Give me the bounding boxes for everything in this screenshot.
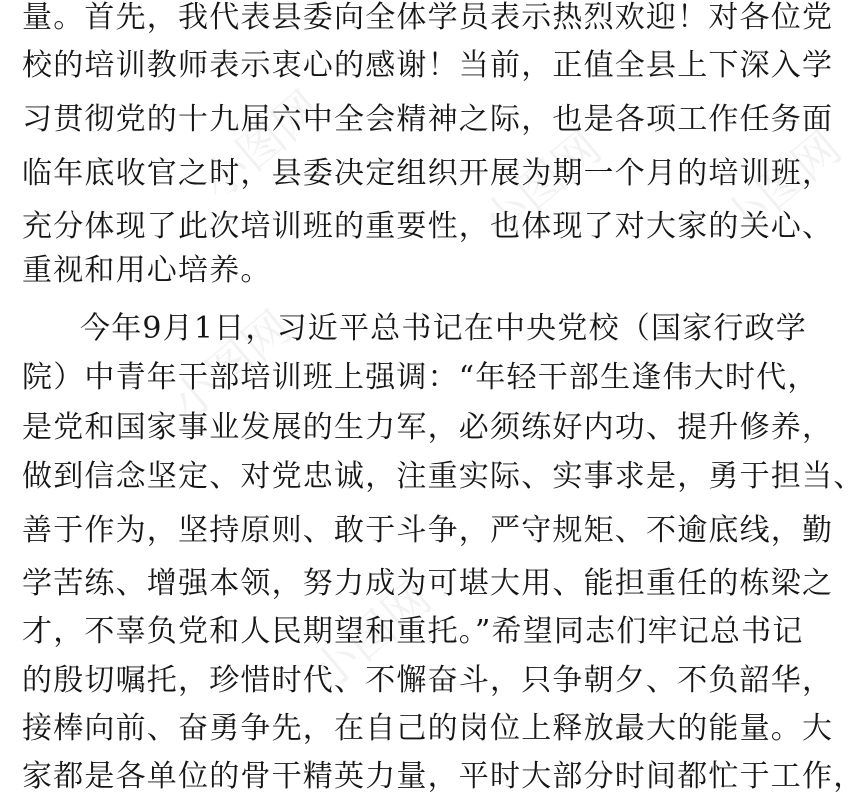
watermark: 小图网 <box>710 120 852 251</box>
text-line: 校的培训教师表示衷心的感谢！当前，正值全县上下深入学 <box>22 48 834 83</box>
text-line: 的殷切嘱托，珍惜时代、不懈奋斗，只争朝夕、不负韶华， <box>22 663 834 698</box>
text-line: 接棒向前、奋勇争先，在自己的岗位上释放最大的能量。大 <box>22 711 834 746</box>
text-line: 做到信念坚定、对党忠诚，注重实际、实事求是，勇于担当、 <box>22 459 864 494</box>
text-line: 充分体现了此次培训班的重要性，也体现了对大家的关心、 <box>22 209 834 244</box>
text-line: 学苦练、增强本领，努力成为可堪大用、能担重任的栋梁之 <box>22 566 834 601</box>
text-line: 习贯彻党的十九届六中全会精神之际，也是各项工作任务面 <box>22 102 834 137</box>
text-line: 善于作为，坚持原则、敢于斗争，严守规矩、不逾底线，勤 <box>22 513 834 548</box>
text-line: 临年底收官之时，县委决定组织开展为期一个月的培训班， <box>22 156 834 191</box>
paragraph-first-line: 今年9月1日，习近平总书记在中央党校（国家行政学 <box>80 311 807 346</box>
text-line: 家都是各单位的骨干精英力量，平时大部分时间都忙于工作， <box>22 759 864 794</box>
text-line: 重视和用心培养。 <box>22 253 272 288</box>
text-line: 院）中青年干部培训班上强调：“年轻干部生逢伟大时代， <box>22 360 819 395</box>
watermark: 小图网 <box>190 80 332 211</box>
watermark: 小图网 <box>300 570 442 701</box>
watermark: 小图网 <box>160 300 302 431</box>
text-line: 才，不辜负党和人民期望和重托。”希望同志们牢记总书记 <box>22 614 804 649</box>
watermark: 小图网 <box>470 120 612 251</box>
text-line: 量。首先，我代表县委向全体学员表示热烈欢迎！对各位党 <box>22 0 834 35</box>
text-line: 是党和国家事业发展的生力军，必须练好内功、提升修养， <box>22 410 834 445</box>
